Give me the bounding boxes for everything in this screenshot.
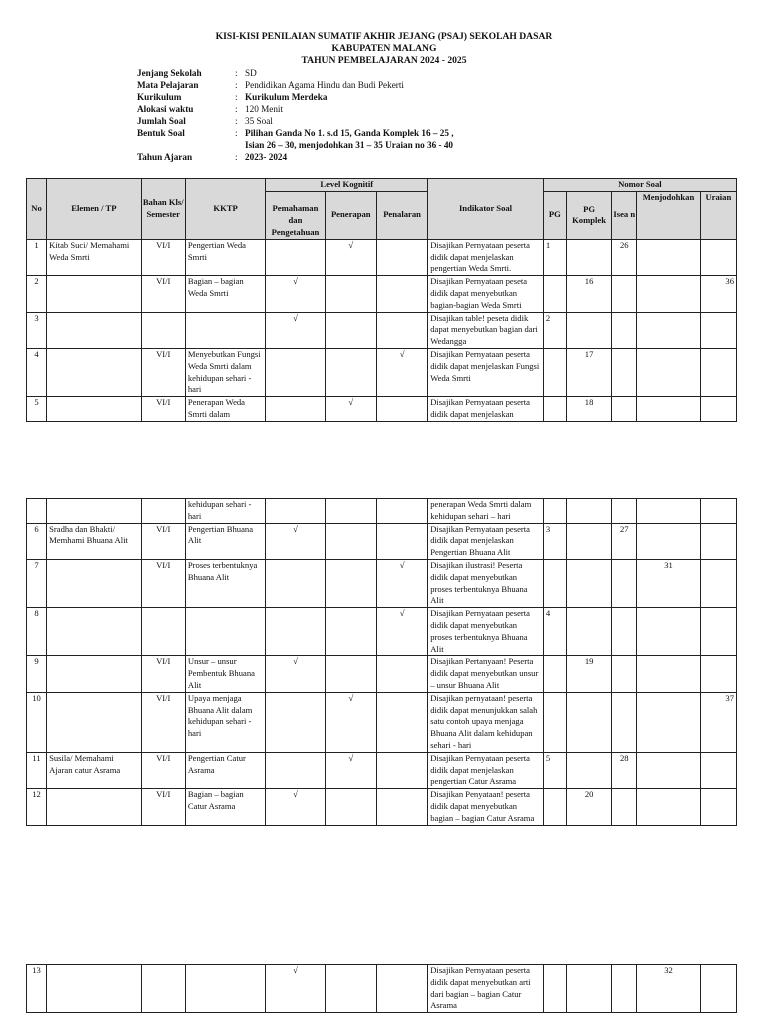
row-pg: 3 — [543, 523, 566, 559]
row-menjodohkan — [637, 348, 700, 396]
header-no: No — [27, 179, 47, 240]
row-menjodohkan — [637, 752, 700, 788]
header-pg-komplek: PG Komplek — [566, 191, 611, 239]
row-pg: 5 — [543, 752, 566, 788]
info-label: Tahun Ajaran — [137, 152, 193, 162]
row-pg-komplek — [566, 312, 611, 348]
header-kktp: KKTP — [185, 179, 265, 240]
row-no: 9 — [27, 656, 47, 692]
row-penalaran-check — [376, 499, 427, 524]
row-indikator: Disajikan Pernyataan peserta didik dapat menyebutkan proses terbentuknya Bhuana Alit — [428, 608, 544, 656]
row-pg-komplek: 18 — [566, 397, 611, 422]
row-pg-komplek: 20 — [566, 789, 611, 825]
row-menjodohkan — [637, 523, 700, 559]
row-elemen — [47, 276, 142, 312]
row-penerapan-check — [325, 499, 376, 524]
row-kktp: Bagian – bagian Catur Asrama — [185, 789, 265, 825]
info-value: 35 Soal — [245, 116, 273, 126]
row-penerapan-check: √ — [325, 752, 376, 788]
kisi-kisi-table-continued — [26, 498, 737, 826]
row-pg-komplek — [566, 523, 611, 559]
row-indikator: Disajikan Pernyataan peserta didik dapat menjelaskan pengertian Weda Smrti. — [428, 239, 544, 275]
row-pemahaman-check — [266, 499, 325, 524]
row-uraian — [700, 312, 736, 348]
row-bahan: VI/I — [141, 656, 185, 692]
table-row — [27, 312, 737, 348]
row-indikator: Disajikan ilustrasi! Peserta didik dapat menyebutkan proses terbentuknya Bhuana Alit — [428, 559, 544, 607]
row-elemen — [47, 608, 142, 656]
info-colon: : — [235, 128, 238, 138]
info-jenjang — [137, 67, 605, 79]
row-penalaran-check: √ — [376, 559, 427, 607]
table-row — [27, 523, 737, 559]
row-elemen — [47, 559, 142, 607]
info-value: 120 Menit — [245, 104, 284, 114]
row-bahan — [141, 608, 185, 656]
row-pemahaman-check — [266, 397, 325, 422]
row-isian — [612, 499, 637, 524]
row-bahan: VI/I — [141, 523, 185, 559]
info-tahun — [137, 151, 605, 163]
row-kktp: Pengertian Catur Asrama — [185, 752, 265, 788]
row-penalaran-check — [376, 656, 427, 692]
row-isian — [612, 656, 637, 692]
row-penalaran-check — [376, 692, 427, 752]
row-kktp: Pengertian Bhuana Alit — [185, 523, 265, 559]
table-row — [27, 239, 737, 275]
table-row — [27, 348, 737, 396]
row-penalaran-check — [376, 523, 427, 559]
row-penerapan-check — [325, 789, 376, 825]
row-elemen — [47, 692, 142, 752]
row-kktp: kehidupan sehari - hari — [185, 499, 265, 524]
row-elemen: Kitab Suci/ Memahami Weda Smrti — [47, 239, 142, 275]
row-penerapan-check — [325, 965, 376, 1013]
row-pemahaman-check: √ — [266, 965, 325, 1013]
info-colon: : — [235, 152, 238, 162]
row-menjodohkan: 32 — [637, 965, 700, 1013]
row-indikator: Disajikan Pernyataan peserta didik dapat menjelaskan Fungsi Weda Smrti — [428, 348, 544, 396]
row-pg-komplek: 17 — [566, 348, 611, 396]
row-pg: 2 — [543, 312, 566, 348]
row-pg: 1 — [543, 239, 566, 275]
table-row — [27, 397, 737, 422]
info-value — [245, 127, 605, 151]
info-alokasi — [137, 103, 605, 115]
row-bahan: VI/I — [141, 397, 185, 422]
row-pemahaman-check: √ — [266, 312, 325, 348]
table-row — [27, 656, 737, 692]
row-kktp: Pengertian Weda Smrti — [185, 239, 265, 275]
info-value: Pendidikan Agama Hindu dan Budi Pekerti — [245, 80, 404, 90]
row-no: 6 — [27, 523, 47, 559]
table-row — [27, 692, 737, 752]
row-isian — [612, 608, 637, 656]
info-label: Bentuk Soal — [137, 128, 185, 138]
row-bahan: VI/I — [141, 239, 185, 275]
row-penalaran-check: √ — [376, 608, 427, 656]
row-uraian: 36 — [700, 276, 736, 312]
row-pg — [543, 348, 566, 396]
row-penalaran-check — [376, 276, 427, 312]
row-pg — [543, 499, 566, 524]
row-elemen: Susila/ Memahami Ajaran catur Asrama — [47, 752, 142, 788]
row-uraian — [700, 789, 736, 825]
header-bahan: Bahan Kls/ Semester — [141, 179, 185, 240]
info-colon: : — [235, 92, 238, 102]
row-penalaran-check — [376, 789, 427, 825]
row-elemen — [47, 656, 142, 692]
row-uraian — [700, 965, 736, 1013]
row-uraian — [700, 239, 736, 275]
header-indikator: Indikator Soal — [428, 179, 544, 240]
row-penalaran-check — [376, 239, 427, 275]
row-isian: 27 — [612, 523, 637, 559]
row-penerapan-check — [325, 608, 376, 656]
row-pg-komplek — [566, 692, 611, 752]
row-pg-komplek — [566, 608, 611, 656]
row-elemen — [47, 397, 142, 422]
row-isian — [612, 692, 637, 752]
row-pg — [543, 656, 566, 692]
row-pg-komplek — [566, 559, 611, 607]
row-isian — [612, 559, 637, 607]
row-pg — [543, 559, 566, 607]
info-jumlah — [137, 115, 605, 127]
row-pemahaman-check — [266, 559, 325, 607]
row-pg: 4 — [543, 608, 566, 656]
info-label: Alokasi waktu — [137, 104, 194, 114]
row-pg-komplek — [566, 752, 611, 788]
row-indikator: Disajikan Pernyataan peseta didik dapat menyebutkan bagian-bagian Weda Smrti — [428, 276, 544, 312]
row-isian: 26 — [612, 239, 637, 275]
info-label: Jumlah Soal — [137, 116, 186, 126]
row-bahan: VI/I — [141, 752, 185, 788]
row-kktp: Upaya menjaga Bhuana Alit dalam kehidupan sehari - hari — [185, 692, 265, 752]
row-elemen — [47, 789, 142, 825]
row-pg-komplek — [566, 965, 611, 1013]
row-indikator: Disajikan Pertanyaan! Peserta didik dapat menyebutkan unsur – unsur Bhuana Alit — [428, 656, 544, 692]
row-penalaran-check: √ — [376, 348, 427, 396]
row-elemen — [47, 965, 142, 1013]
row-indikator: Disajikan Pernyataan peserta didik dapat menjelaskan — [428, 397, 544, 422]
header-menjodohkan: Menjodohkan — [637, 191, 700, 239]
info-colon: : — [235, 80, 238, 90]
header-level-kognitif: Level Kognitif — [266, 179, 428, 192]
row-pg — [543, 692, 566, 752]
row-pg — [543, 965, 566, 1013]
row-kktp: Unsur – unsur Pembentuk Bhuana Alit — [185, 656, 265, 692]
row-indikator: Disajikan Pernyataan peserta didik dapat menyebutkan arti dari bagian – bagian Catur Asrama — [428, 965, 544, 1013]
doc-title-line3: TAHUN PEMBELAJARAN 2024 - 2025 — [301, 55, 467, 66]
header-nomor-soal: Nomor Soal — [543, 179, 736, 192]
row-pemahaman-check — [266, 608, 325, 656]
info-value: SD — [245, 68, 257, 78]
info-label: Kurikulum — [137, 92, 182, 102]
row-elemen — [47, 348, 142, 396]
info-kurikulum — [137, 91, 605, 103]
row-menjodohkan — [637, 789, 700, 825]
row-uraian — [700, 499, 736, 524]
row-menjodohkan — [637, 692, 700, 752]
row-indikator: penerapan Weda Smrti dalam kehidupan sehari – hari — [428, 499, 544, 524]
header-pemahaman: Pemahaman dan Pengetahuan — [266, 191, 325, 239]
doc-title-line2: KABUPATEN MALANG — [331, 43, 437, 54]
row-isian — [612, 789, 637, 825]
doc-title-line1: KISI-KISI PENILAIAN SUMATIF AKHIR JEJANG (PSAJ) SEKOLAH DASAR — [215, 31, 553, 42]
header-penalaran: Penalaran — [376, 191, 427, 239]
row-penerapan-check: √ — [325, 397, 376, 422]
row-penerapan-check: √ — [325, 239, 376, 275]
row-penerapan-check — [325, 312, 376, 348]
info-mapel — [137, 79, 605, 91]
row-kktp — [185, 312, 265, 348]
info-colon: : — [235, 116, 238, 126]
row-penalaran-check — [376, 397, 427, 422]
row-penerapan-check — [325, 348, 376, 396]
row-penerapan-check: √ — [325, 692, 376, 752]
row-indikator: Disajikan Penyataan! peserta didik dapat menyebutkan bagian – bagian Catur Asrama — [428, 789, 544, 825]
row-kktp: Penerapan Weda Smrti dalam — [185, 397, 265, 422]
row-isian: 28 — [612, 752, 637, 788]
row-indikator: Disajikan Pernyataan peserta didik dapat menjelaskan Pengertian Bhuana Alit — [428, 523, 544, 559]
row-bahan — [141, 499, 185, 524]
row-no: 4 — [27, 348, 47, 396]
row-no: 3 — [27, 312, 47, 348]
row-pg-komplek: 19 — [566, 656, 611, 692]
row-uraian — [700, 656, 736, 692]
row-isian — [612, 965, 637, 1013]
row-uraian — [700, 608, 736, 656]
row-pemahaman-check: √ — [266, 523, 325, 559]
row-menjodohkan — [637, 608, 700, 656]
table-row — [27, 276, 737, 312]
row-kktp — [185, 608, 265, 656]
header-isian: Isea n — [612, 191, 637, 239]
row-pemahaman-check: √ — [266, 789, 325, 825]
row-pg — [543, 789, 566, 825]
document-info — [137, 67, 605, 163]
row-isian — [612, 397, 637, 422]
row-uraian — [700, 523, 736, 559]
row-no: 8 — [27, 608, 47, 656]
info-bentuk — [137, 127, 605, 151]
row-indikator: Disajikan table! peseta didik dapat menyebutkan bagian dari Wedangga — [428, 312, 544, 348]
row-no: 11 — [27, 752, 47, 788]
row-bahan: VI/I — [141, 559, 185, 607]
kisi-kisi-table — [26, 178, 737, 422]
row-pg-komplek — [566, 499, 611, 524]
row-menjodohkan — [637, 276, 700, 312]
row-penerapan-check — [325, 559, 376, 607]
row-bahan — [141, 312, 185, 348]
row-menjodohkan — [637, 499, 700, 524]
row-isian — [612, 348, 637, 396]
row-menjodohkan — [637, 656, 700, 692]
row-kktp: Menyebutkan Fungsi Weda Smrti dalam kehidupan sehari - hari — [185, 348, 265, 396]
row-pg — [543, 276, 566, 312]
header-penerapan: Penerapan — [325, 191, 376, 239]
row-pemahaman-check — [266, 239, 325, 275]
row-pg — [543, 397, 566, 422]
row-no: 10 — [27, 692, 47, 752]
row-isian — [612, 312, 637, 348]
row-indikator: Disajikan Pernyataan peserta didik dapat menjelaskan pengertian Catur Asrama — [428, 752, 544, 788]
row-elemen — [47, 312, 142, 348]
row-pemahaman-check: √ — [266, 656, 325, 692]
row-no: 1 — [27, 239, 47, 275]
row-pemahaman-check — [266, 348, 325, 396]
row-kktp: Bagian – bagian Weda Smrti — [185, 276, 265, 312]
header-elemen: Elemen / TP — [47, 179, 142, 240]
table-row — [27, 608, 737, 656]
table-row — [27, 559, 737, 607]
row-bahan: VI/I — [141, 692, 185, 752]
kisi-kisi-table-continued — [26, 964, 737, 1013]
info-bentuk-line2: Isian 26 – 30, menjodohkan 31 – 35 Uraian no 36 - 40 — [245, 140, 454, 150]
info-value: 2023- 2024 — [245, 152, 288, 162]
row-pemahaman-check: √ — [266, 276, 325, 312]
row-penalaran-check — [376, 965, 427, 1013]
info-label: Jenjang Sekolah — [137, 68, 202, 78]
row-penalaran-check — [376, 312, 427, 348]
row-penerapan-check — [325, 276, 376, 312]
row-no — [27, 499, 47, 524]
row-uraian — [700, 348, 736, 396]
row-menjodohkan — [637, 312, 700, 348]
row-bahan: VI/I — [141, 276, 185, 312]
row-elemen: Sradha dan Bhakti/ Memhami Bhuana Alit — [47, 523, 142, 559]
row-bahan — [141, 965, 185, 1013]
header-uraian: Uraian — [700, 191, 736, 239]
table-row — [27, 499, 737, 524]
row-no: 13 — [27, 965, 47, 1013]
row-uraian — [700, 559, 736, 607]
row-bahan: VI/I — [141, 789, 185, 825]
row-menjodohkan: 31 — [637, 559, 700, 607]
row-kktp: Proses terbentuknya Bhuana Alit — [185, 559, 265, 607]
row-penerapan-check — [325, 656, 376, 692]
info-value: Kurikulum Merdeka — [245, 92, 328, 102]
row-penerapan-check — [325, 523, 376, 559]
row-no: 5 — [27, 397, 47, 422]
row-indikator: Disajikan pernyataan! peserta didik dapat menunjukkan salah satu contoh upaya menjaga Bhuana Alit dalam kehidupan sehari - hari — [428, 692, 544, 752]
info-colon: : — [235, 68, 238, 78]
row-kktp — [185, 965, 265, 1013]
row-pemahaman-check — [266, 752, 325, 788]
table-row — [27, 752, 737, 788]
row-menjodohkan — [637, 397, 700, 422]
row-no: 7 — [27, 559, 47, 607]
row-elemen — [47, 499, 142, 524]
table-row — [27, 965, 737, 1013]
table-row — [27, 789, 737, 825]
row-isian — [612, 276, 637, 312]
row-uraian — [700, 752, 736, 788]
info-label: Mata Pelajaran — [137, 80, 199, 90]
row-uraian: 37 — [700, 692, 736, 752]
row-pg-komplek: 16 — [566, 276, 611, 312]
row-no: 2 — [27, 276, 47, 312]
info-bentuk-line1: Pilihan Ganda No 1. s.d 15, Ganda Komplek 16 – 25 , — [245, 128, 454, 138]
info-colon: : — [235, 104, 238, 114]
row-uraian — [700, 397, 736, 422]
row-no: 12 — [27, 789, 47, 825]
row-pg-komplek — [566, 239, 611, 275]
row-menjodohkan — [637, 239, 700, 275]
header-pg: PG — [543, 191, 566, 239]
row-pemahaman-check — [266, 692, 325, 752]
row-bahan: VI/I — [141, 348, 185, 396]
row-penalaran-check — [376, 752, 427, 788]
